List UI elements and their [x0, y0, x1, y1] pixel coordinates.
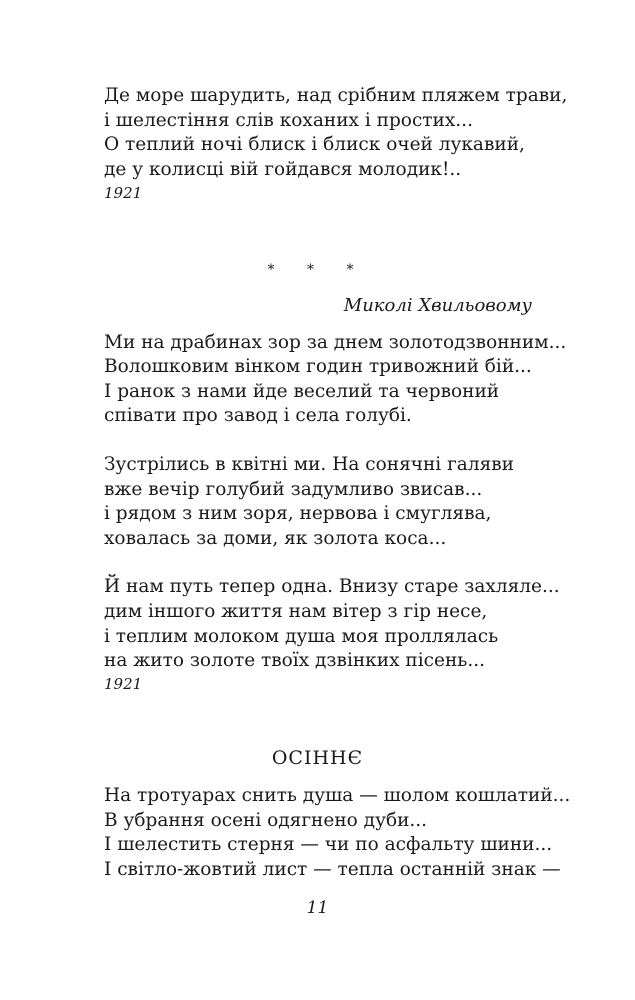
poem2-stanza3-line-1: Й нам путь тепер одна. Внизу старе захляле...: [104, 576, 560, 597]
poem2-stanza1-line-2: Волошковим вінком годин тривожний бій...: [104, 356, 532, 377]
poem1-line-4: де у колисці вій гойдався молодик!..: [104, 159, 462, 180]
poem2-stanza3-line-2: дим іншого життя нам вітер з гір несе,: [104, 601, 488, 622]
section-separator: * * *: [267, 262, 368, 278]
page-number: 11: [306, 898, 329, 918]
poem2-stanza3-line-4: на жито золоте твоїх дзвінких пісень...: [104, 650, 485, 671]
poem3-line-2: В убрання осені одягнено дуби...: [104, 810, 428, 831]
poem2-stanza2-line-2: вже вечір голубий задумливо звисав...: [104, 479, 483, 500]
poem2-stanza3-line-3: і теплим молоком душа моя проллялась: [104, 626, 499, 647]
poem1-line-3: О теплий ночі блиск і блиск очей лукавий,: [104, 134, 525, 155]
poem3-line-4: І світло-жовтий лист — тепла останній знак —: [104, 859, 561, 880]
poem2-year: 1921: [104, 675, 143, 693]
poem2-stanza1-line-1: Ми на драбинах зор за днем золотодзвонним...: [104, 332, 567, 353]
poem1-line-2: і шелестіння слів коханих і простих...: [104, 110, 473, 131]
poem2-stanza2-line-3: і рядом з ним зоря, нервова і смуглява,: [104, 503, 492, 524]
poem2-dedication: Миколі Хвильовому: [343, 295, 532, 316]
poem2-stanza2-line-4: ховалась за доми, як золота коса...: [104, 528, 447, 549]
poem1-year: 1921: [104, 184, 143, 202]
poem1-line-1: Де море шарудить, над срібним пляжем трави,: [104, 85, 568, 106]
poem2-stanza1-line-4: співати про завод і села голубі.: [104, 405, 412, 426]
poem2-stanza1-line-3: І ранок з нами йде веселий та червоний: [104, 381, 500, 402]
poem3-title: ОСІННЄ: [271, 747, 364, 769]
poem3-line-1: На тротуарах снить душа — шолом кошлатий...: [104, 785, 571, 806]
poem2-stanza2-line-1: Зустрілись в квітні ми. На сонячні галяви: [104, 454, 514, 475]
poem3-line-3: І шелестить стерня — чи по асфальту шини...: [104, 834, 553, 855]
